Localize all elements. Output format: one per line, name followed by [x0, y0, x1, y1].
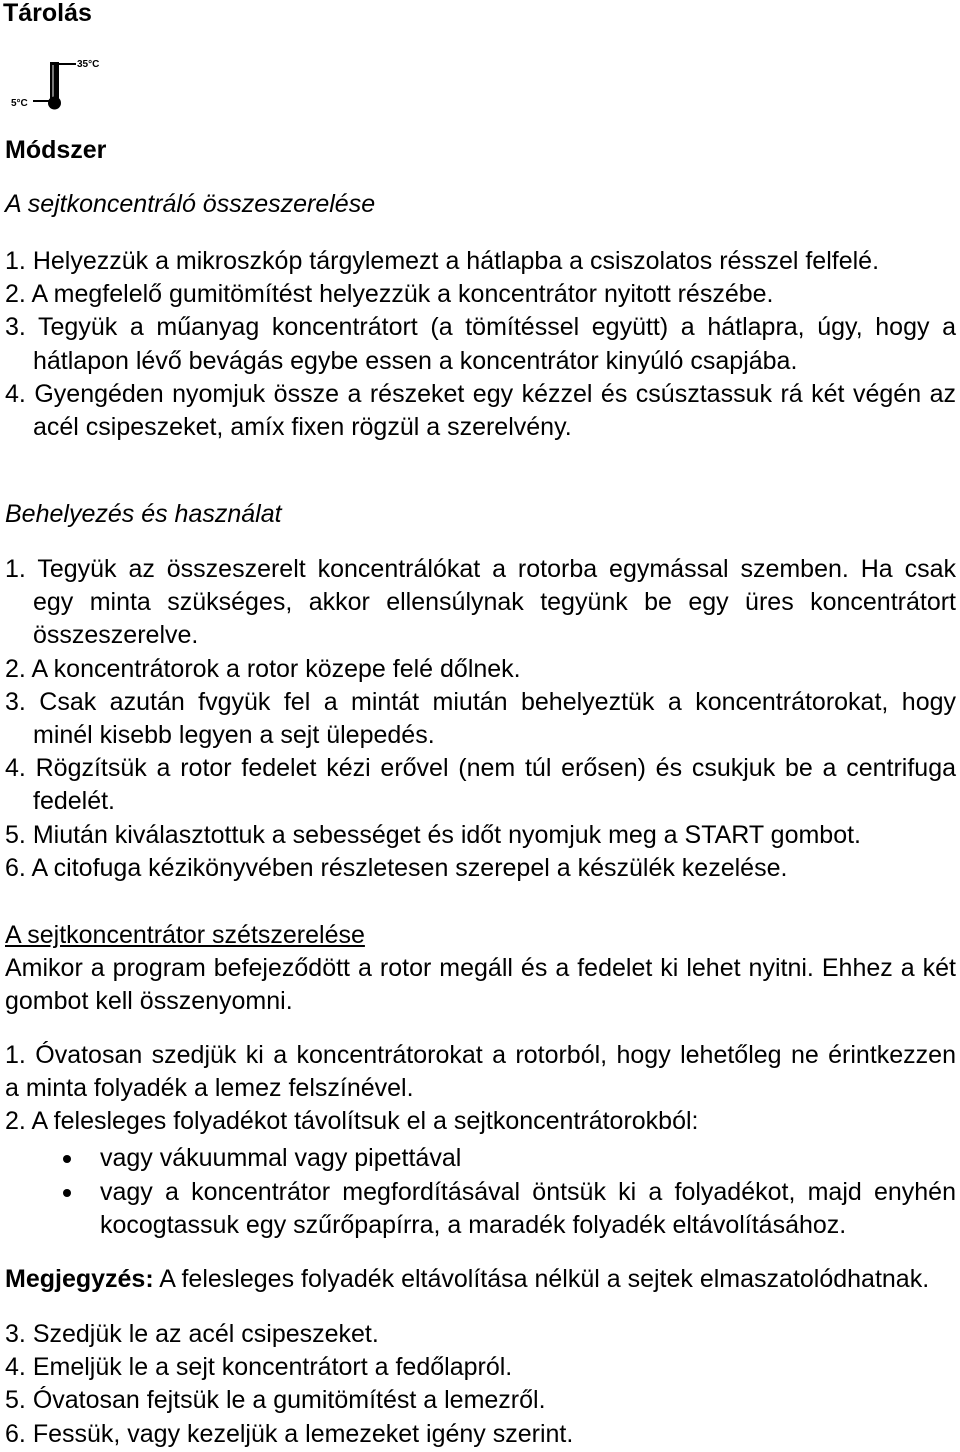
- step-number: 5.: [5, 820, 26, 849]
- step-number: 4.: [5, 1353, 26, 1382]
- step-text: Óvatosan szedjük ki a koncentrátorokat a rotorból, hogy lehetőleg ne érintkezzen: [35, 1041, 956, 1069]
- bullet-item-1: [5, 1142, 956, 1176]
- usage-step-1: [5, 553, 956, 586]
- step-text-continued: fedelét.: [33, 787, 116, 816]
- usage-step-4: [5, 752, 956, 785]
- usage-steps: [5, 553, 956, 885]
- method-heading: Módszer: [5, 136, 107, 164]
- note-text: A felesleges folyadék eltávolítása nélkül a sejtek elmaszatolódhatnak.: [159, 1265, 930, 1293]
- bullet-icon: [63, 1155, 71, 1163]
- bullet-text: vagy a koncentrátor megfordításával öntsük ki a folyadékot, majd enyhén: [100, 1177, 956, 1206]
- bullet-item-2: [5, 1176, 956, 1210]
- step-text: Fessük, vagy kezeljük a lemezeket igény szerint.: [32, 1419, 574, 1448]
- step-text: Tegyük a műanyag koncentrátort (a tömítéssel együtt) a hátlapra, úgy, hogy a: [38, 313, 956, 342]
- step-number: 5.: [5, 1386, 26, 1415]
- thermometer-icon: [0, 56, 110, 112]
- step-number: 4.: [5, 754, 26, 783]
- assembly-steps: [5, 245, 956, 444]
- step-text: A felesleges folyadékot távolítsuk el a sejtkoncentrátorokból:: [31, 1107, 699, 1136]
- usage-step-3: [5, 686, 956, 719]
- note-paragraph: [5, 1263, 956, 1296]
- final-step-3: [5, 1318, 956, 1351]
- bullet-icon: [63, 1189, 71, 1197]
- step-text: Miután kiválasztottuk a sebességet és időt nyomjuk meg a START gombot.: [32, 820, 861, 849]
- assembly-step-4: [5, 378, 956, 411]
- bullet-text-continued: kocogtassuk egy szűrőpapírra, a maradék folyadék eltávolításához.: [100, 1211, 847, 1240]
- note-label: Megjegyzés:: [5, 1265, 154, 1293]
- step-text: A koncentrátorok a rotor közepe felé dőlnek.: [31, 654, 521, 683]
- step-number: 3.: [5, 687, 26, 716]
- bullet-list: [5, 1142, 956, 1243]
- final-steps: [5, 1318, 956, 1451]
- step-text: Csak azután fvgyük fel a mintát miután behelyeztük a koncentrátorokat, hogy: [39, 687, 956, 716]
- usage-step-6: [5, 852, 956, 885]
- step-text: Óvatosan fejtsük le a gumitömítést a lemezről.: [32, 1386, 546, 1415]
- final-step-5: [5, 1384, 956, 1417]
- step-text-continued: összeszerelve.: [33, 621, 199, 650]
- disassembly-step-2: [5, 1105, 956, 1138]
- storage-heading: Tárolás: [3, 0, 92, 27]
- intro-line: Amikor a program befejeződött a rotor megáll és a fedelet ki lehet nyitni. Ehhez a két: [5, 954, 956, 982]
- disassembly-steps: [5, 1039, 956, 1139]
- bullet-text: vagy vákuummal vagy pipettával: [100, 1144, 462, 1172]
- step-text-continued: minél kisebb legyen a sejt ülepedés.: [33, 721, 435, 750]
- step-number: 4.: [5, 379, 26, 408]
- step-number: 2.: [5, 280, 26, 309]
- step-number: 3.: [5, 1320, 26, 1348]
- step-text-continued: acél csipeszeket, amíx fixen rögzül a szerelvény.: [33, 413, 572, 442]
- usage-step-5: [5, 819, 956, 852]
- step-number: 2.: [5, 1107, 26, 1136]
- step-number: 6.: [5, 1419, 26, 1448]
- final-step-4: [5, 1351, 956, 1384]
- step-number: 1.: [5, 247, 26, 275]
- disassembly-step-1: [5, 1039, 956, 1072]
- step-text: Rögzítsük a rotor fedelet kézi erővel (nem túl erősen) és csukjuk be a centrifuga: [35, 754, 956, 783]
- thermometer-max-label: 35°C: [77, 59, 100, 70]
- final-step-6: [5, 1418, 956, 1451]
- step-number: 6.: [5, 853, 26, 882]
- step-number: 1.: [5, 1041, 26, 1069]
- step-text-continued: a minta folyadék a lemez felszínével.: [5, 1074, 414, 1103]
- assembly-step-1: [5, 245, 956, 278]
- step-number: 1.: [5, 555, 26, 583]
- assembly-step-2: [5, 278, 956, 311]
- step-text: Emeljük le a sejt koncentrátort a fedőlapról.: [32, 1353, 513, 1382]
- assembly-step-3: [5, 311, 956, 344]
- step-text: A megfelelő gumitömítést helyezzük a koncentrátor nyitott részébe.: [31, 280, 774, 309]
- step-text: A citofuga kézikönyvében részletesen szerepel a készülék kezelése.: [31, 853, 788, 882]
- step-number: 2.: [5, 654, 26, 683]
- assembly-title: A sejtkoncentráló összeszerelése: [5, 190, 376, 218]
- disassembly-title: A sejtkoncentrátor szétszerelése: [5, 921, 365, 949]
- usage-title: Behelyezés és használat: [5, 500, 282, 528]
- step-text: Tegyük az összeszerelt koncentrálókat a rotorba egymással szemben. Ha csak: [37, 555, 956, 583]
- step-text: Helyezzük a mikroszkóp tárgylemezt a hátlapba a csiszolatos résszel felfelé.: [32, 247, 880, 275]
- intro-line: gombot kell összenyomni.: [5, 987, 293, 1016]
- usage-step-2: [5, 653, 956, 686]
- step-text-continued: hátlapon lévő bevágás egybe essen a koncentrátor kinyúló csapjába.: [33, 346, 798, 375]
- step-text: Szedjük le az acél csipeszeket.: [32, 1320, 379, 1348]
- thermometer-min-label: 5°C: [11, 98, 28, 109]
- disassembly-intro: [5, 952, 956, 1018]
- step-text-continued: egy minta szükséges, akkor ellensúlynak tegyünk be egy üres koncentrátort: [33, 588, 956, 617]
- step-text: Gyengéden nyomjuk össze a részeket egy kézzel és csúsztassuk rá két végén az: [34, 379, 956, 408]
- step-number: 3.: [5, 313, 26, 342]
